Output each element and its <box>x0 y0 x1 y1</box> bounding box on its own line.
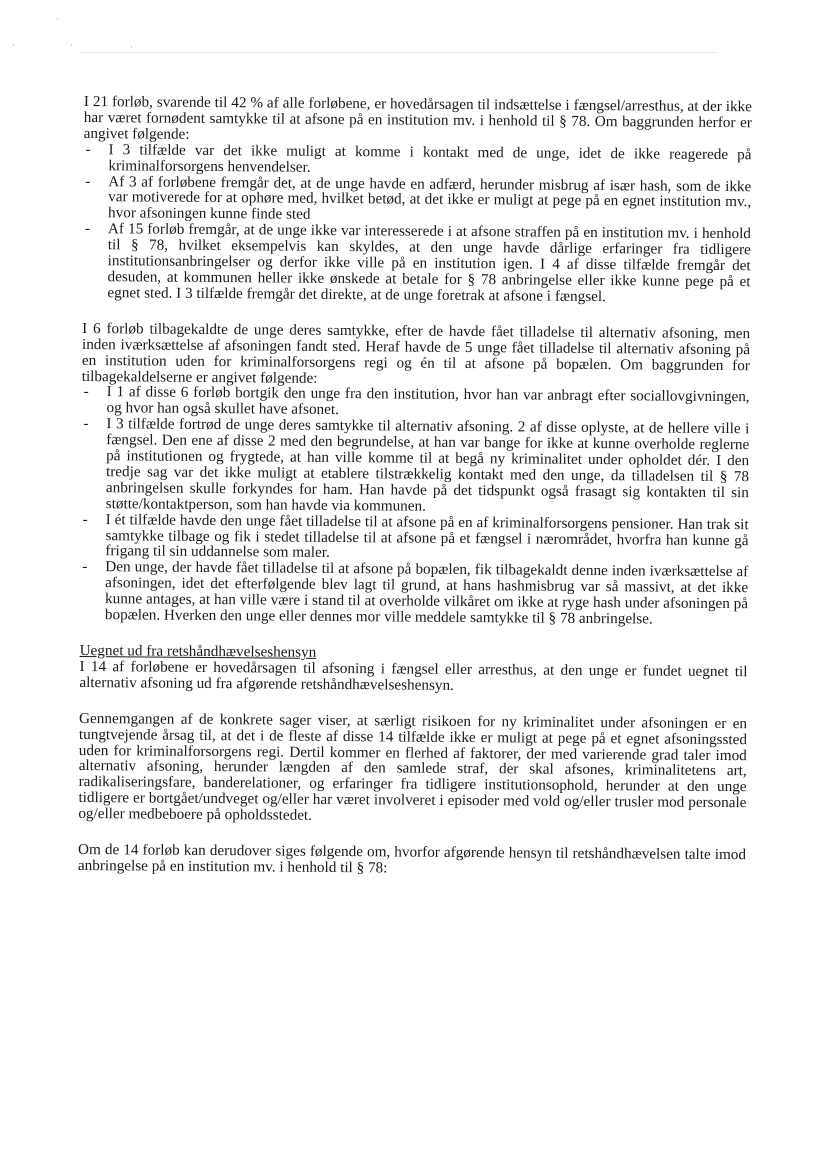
scan-speck: · <box>12 40 15 50</box>
scan-speck: · <box>130 42 133 52</box>
list-item: - I 1 af disse 6 forløb bortgik den unge fra den institution, hvor han var anbragt efter sociallovgivningen, og hvor han også skullet have afsonet. <box>81 384 749 421</box>
header-rule <box>80 52 718 53</box>
section3-paragraph-1: I 14 af forløbene er hovedårsagen til afsoning i fængsel eller arresthus, at den unge er fundet uegnet til alternativ afsoning ud fra afgørende retshåndhævelseshensyn. <box>79 657 748 694</box>
section2-list <box>80 384 750 628</box>
section3-paragraph-3: Om de 14 forløb kan derudover siges følgende om, hvorfor afgørende hensyn til retshåndhævelsen talte imod anbringelse på en institution mv. i henhold til § 78: <box>77 841 747 877</box>
section1-intro: I 21 forløb, svarende til 42 % af alle forløbene, er hovedårsagen til indsættelse i fængsel/arresthus, at der ikke har været fornødent samtykke til at afsone på en institution mv. i henhold til § 78. Om baggrunden herfor er angivet følgende: <box>83 93 752 143</box>
list-item: - I 3 tilfælde fortrød de unge deres samtykke til alternativ afsoning. 2 af disse oplyste, at de hellere ville i fængsel. Den ene af disse 2 med den begrundelse, at han var bange for ikke at kunne overholde reglerne på institutionen og frygtede, at han ville komme til at begå ny kriminalitet under opholdet dér. I den tredje sag var det ikke muligt at etablere tilstrækkelig kontakt med den unge, da tilladelsen til § 78 anbringelsen skulle forkyndes for ham. Han havde på det tidspunkt også frasagt sig kontakten til sin støtte/kontaktperson, som han havde via kommunen. <box>81 416 750 517</box>
scan-speck: · <box>56 14 59 24</box>
section-heading: Uegnet ud fra retshåndhævelseshensyn <box>79 641 317 661</box>
section2-intro: I 6 forløb tilbagekaldte de unge deres samtykke, efter de havde fået tilladelse til alternativ afsoning, men inden iværksættelse af afsoningen fandt sted. Heraf havde de 5 unge fået tilladelse til alternativ afsoning på en institution uden for kriminalforsorgens regi og én til at afsone på bopælen. Om baggrunden for tilbagekaldelserne er angivet følgende: <box>81 319 751 387</box>
list-item: - I ét tilfælde havde den unge fået tilladelse til at afsone på en af kriminalforsorgens pensioner. Han trak sit samtykke tilbage og fik i stedet tilladelse til at afsone på et fængsel i nærområdet, hvorfra han kunne gå frigang til sin uddannelse som maler. <box>80 512 748 565</box>
scan-speck: · <box>70 40 73 50</box>
list-item: - Den unge, der havde fået tilladelse til at afsone på bopælen, fik tilbagekaldt denne inden iværksættelse af afsoningen, idet det efterfølgende blev lagt til grund, at hans hashmisbrug var så massivt, at det ikke kunne antages, at han ville være i stand til at overholde vilkåret om ikke at ryge hash under afsoningen på bopælen. Hverken den unge eller dennes mor ville meddele samtykke til § 78 anbringelse. <box>80 559 748 628</box>
list-item: - Af 3 af forløbene fremgår det, at de unge havde en adfærd, herunder misbrug af især hash, som de ikke var motiverede for at ophøre med, hvilket betød, at det ikke er muligt at pege på en egnet institution mv., hvor afsoningen kunne finde sted <box>83 174 751 227</box>
list-item: - Af 15 forløb fremgår, at de unge ikke var interesserede i at afsone straffen på en institution mv. i henhold til § 78, hvilket eksempelvis kan skyldes, at den unge havde dårlige erfaringer fra tidligere institutionsanbringelser og derfor ikke ville på en institution igen. I 4 af disse tilfælde fremgår det desuden, at kommunen heller ikke ønskede at betale for § 78 anbringelse eller ikke kunne pege på et egnet sted. I 3 tilfælde fremgår det direkte, at de unge foretrak at afsone i fængsel. <box>82 221 751 306</box>
section1-list <box>82 142 751 306</box>
document-page <box>78 94 752 879</box>
section3-paragraph-2: Gennemgangen af de konkrete sager viser, at særligt risikoen for ny kriminalitet under afsoningen er en tungtvejende årsag til, at det i de fleste af disse 14 tilfælde ikke er muligt at pege på et egnet afsoningssted uden for kriminalforsorgens regi. Dertil kommer en flerhed af faktorer, der med varierende grad taler imod alternativ afsoning, herunder længden af den samlede straf, der skal afsones, kriminalitetens art, radikaliseringsfare, banderelationer, og erfaringer fra tidligere institutionsophold, herunder at den unge tidligere er bortgået/undveget og/eller har været involveret i episoder med vold og/eller trusler mod personale og/eller medbeboere på opholdsstedet. <box>78 709 748 824</box>
list-item: - I 3 tilfælde var det ikke muligt at komme i kontakt med de unge, idet de ikke reagerede på kriminalforsorgens henvendelser. <box>83 142 751 179</box>
